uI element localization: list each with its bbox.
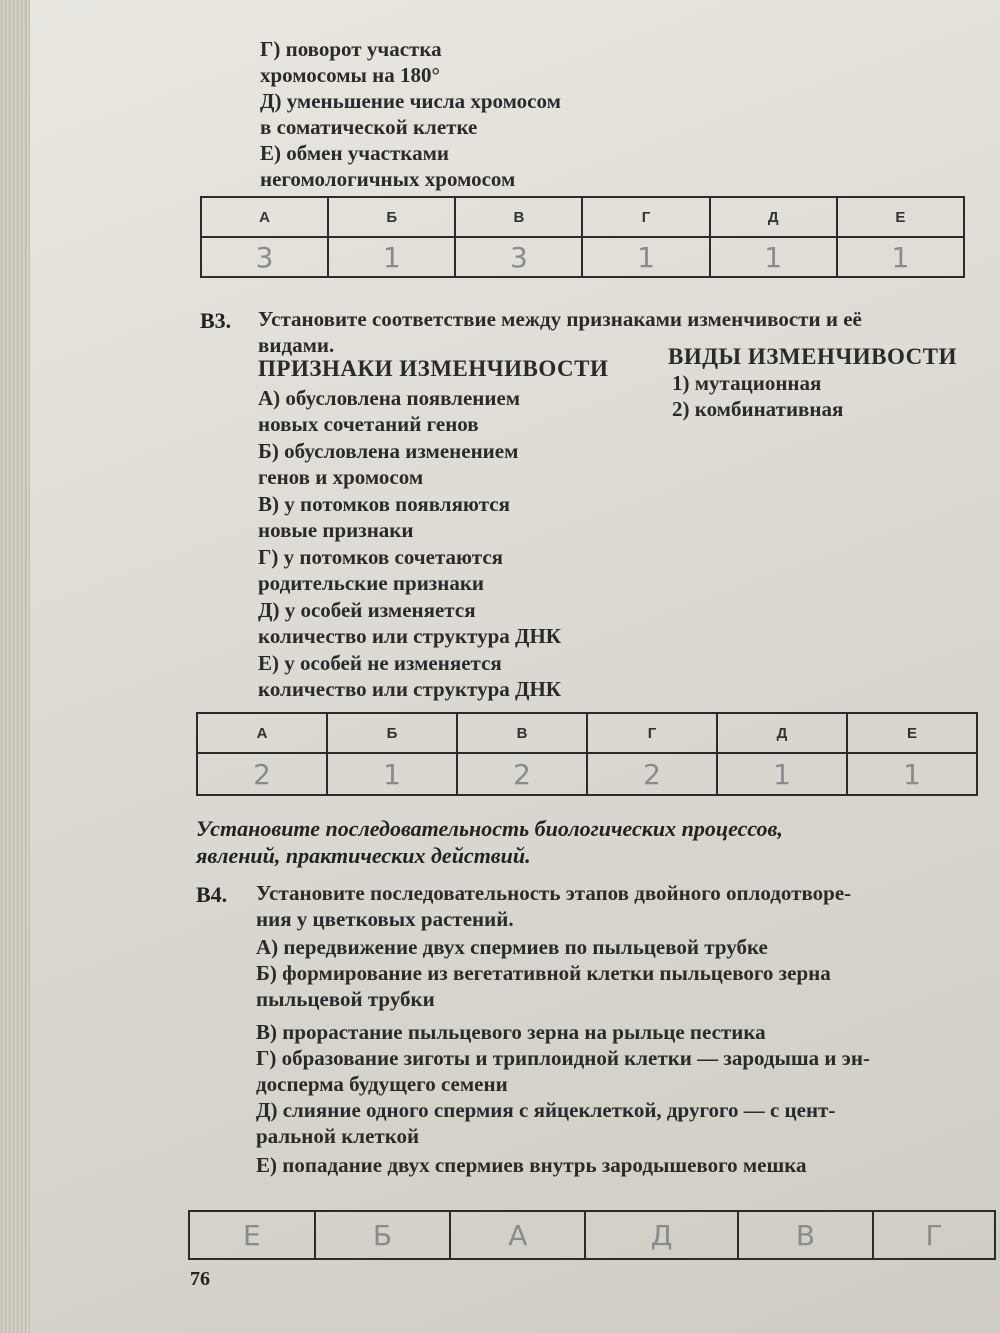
b3-right-heading: ВИДЫ ИЗМЕНЧИВОСТИ — [668, 344, 957, 369]
b4-step-e: Е) попадание двух спермиев внутрь зародышевого мешка — [256, 1153, 807, 1177]
b3-item-e-cont: количество или структура ДНК — [258, 677, 562, 701]
b4-answer-2[interactable]: Б — [315, 1211, 450, 1259]
b3-header-d: Д — [717, 713, 847, 753]
b2-answer-a[interactable]: 3 — [201, 237, 328, 277]
b3-number: В3. — [200, 308, 232, 333]
b4-answer-6[interactable]: Г — [873, 1211, 995, 1259]
b4-answer-4[interactable]: Д — [585, 1211, 737, 1259]
b3-question: Установите соответствие между признаками изменчивости и её — [258, 307, 862, 331]
b3-header-g: Г — [587, 713, 717, 753]
b3-item-v-cont: новые признаки — [258, 518, 414, 542]
b4-step-v: В) прорастание пыльцевого зерна на рыльце пестика — [256, 1020, 766, 1044]
b3-item-g-cont: родительские признаки — [258, 571, 485, 595]
b2-option-d-cont: в соматической клетке — [260, 115, 478, 139]
b2-header-e: Е — [837, 197, 964, 237]
b2-answer-table — [200, 196, 965, 278]
page-number: 76 — [190, 1268, 210, 1290]
b2-answer-v[interactable]: 3 — [455, 237, 582, 277]
b2-option-g-cont: хромосомы на 180° — [260, 63, 440, 87]
b3-header-v: В — [457, 713, 587, 753]
b3-item-d-cont: количество или структура ДНК — [258, 624, 562, 648]
b4-step-d: Д) слияние одного спермия с яйцеклеткой, другого — с цент- — [256, 1098, 836, 1122]
b3-item-a-cont: новых сочетаний генов — [258, 412, 479, 436]
b3-answer-d[interactable]: 1 — [717, 753, 847, 795]
b4-answer-table — [188, 1210, 996, 1260]
section-instruction: Установите последовательность биологических процессов, — [196, 816, 783, 841]
b3-answer-table — [196, 712, 978, 796]
b2-header-v: В — [455, 197, 582, 237]
b2-header-g: Г — [582, 197, 709, 237]
b3-answer-g[interactable]: 2 — [587, 753, 717, 795]
b2-answer-b[interactable]: 1 — [328, 237, 455, 277]
b2-option-d: Д) уменьшение числа хромосом — [260, 89, 561, 113]
b2-option-e: Е) обмен участками — [260, 141, 449, 165]
b2-answer-d[interactable]: 1 — [710, 237, 837, 277]
b4-number: В4. — [196, 882, 228, 907]
b3-answer-b[interactable]: 1 — [327, 753, 457, 795]
b4-step-d-cont: ральной клеткой — [256, 1124, 420, 1148]
b4-answer-5[interactable]: В — [738, 1211, 873, 1259]
b3-left-heading: ПРИЗНАКИ ИЗМЕНЧИВОСТИ — [258, 356, 609, 381]
b2-answer-e[interactable]: 1 — [837, 237, 964, 277]
b4-question-cont: ния у цветковых растений. — [256, 907, 514, 931]
b4-step-b-cont: пыльцевой трубки — [256, 987, 435, 1011]
section-instruction-cont: явлений, практических действий. — [196, 843, 531, 868]
b3-header-e: Е — [847, 713, 977, 753]
b3-item-a: А) обусловлена появлением — [258, 386, 521, 410]
b3-answer-e[interactable]: 1 — [847, 753, 977, 795]
b2-option-e-cont: негомологичных хромосом — [260, 167, 516, 191]
b4-answer-1[interactable]: Е — [189, 1211, 315, 1259]
b3-item-b-cont: генов и хромосом — [258, 465, 424, 489]
b3-item-g: Г) у потомков сочетаются — [258, 545, 504, 569]
b3-item-e: Е) у особей не изменяется — [258, 651, 502, 675]
b2-header-b: Б — [328, 197, 455, 237]
b2-header-a: А — [201, 197, 328, 237]
b4-step-g-cont: досперма будущего семени — [256, 1072, 508, 1096]
b3-type-2: 2) комбинативная — [672, 397, 844, 421]
b4-step-a: А) передвижение двух спермиев по пыльцевой трубке — [256, 935, 768, 959]
b2-answer-g[interactable]: 1 — [582, 237, 709, 277]
b4-step-b: Б) формирование из вегетативной клетки пыльцевого зерна — [256, 961, 831, 985]
b4-step-g: Г) образование зиготы и триплоидной клетки — зародыша и эн- — [256, 1046, 870, 1070]
b3-item-d: Д) у особей изменяется — [258, 598, 476, 622]
b3-answer-v[interactable]: 2 — [457, 753, 587, 795]
b3-header-b: Б — [327, 713, 457, 753]
b3-header-a: А — [197, 713, 327, 753]
b4-question: Установите последовательность этапов двойного оплодотворе- — [256, 881, 852, 905]
b2-header-d: Д — [710, 197, 837, 237]
b3-item-v: В) у потомков появляются — [258, 492, 510, 516]
b2-option-g: Г) поворот участка — [260, 37, 442, 61]
b3-question-cont: видами. — [258, 333, 335, 357]
b3-type-1: 1) мутационная — [672, 371, 822, 395]
b4-answer-3[interactable]: А — [450, 1211, 585, 1259]
b3-answer-a[interactable]: 2 — [197, 753, 327, 795]
b3-item-b: Б) обусловлена изменением — [258, 439, 519, 463]
